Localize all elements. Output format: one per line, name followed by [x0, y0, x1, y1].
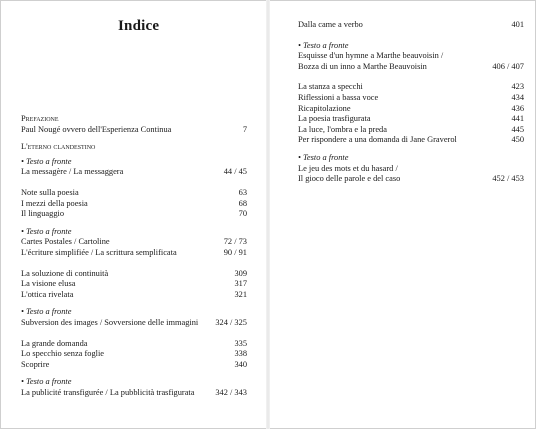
- toc-entry[interactable]: Lo specchio senza foglie 338: [21, 349, 247, 359]
- right-toc: [298, 20, 524, 185]
- index-title: Indice: [118, 18, 160, 34]
- toc-entry[interactable]: Esquisse d'un hymne a Marthe beauvoisin /: [298, 51, 444, 61]
- toc-entry[interactable]: La grande domanda 335: [21, 338, 247, 348]
- toc-entry[interactable]: La messagère / La messaggera 44 / 45: [21, 167, 247, 177]
- toc-entry[interactable]: L'ottica rivelata 321: [21, 289, 247, 299]
- facing-text-label: • Testo a fronte: [21, 377, 72, 387]
- toc-entry[interactable]: Note sulla poesia 63: [21, 187, 247, 197]
- facing-text-label: • Testo a fronte: [298, 40, 349, 50]
- toc-entry[interactable]: Cartes Postales / Cartoline 72 / 73: [21, 237, 247, 247]
- right-page: [268, 0, 536, 429]
- facing-text-label: • Testo a fronte: [21, 226, 72, 236]
- toc-entry[interactable]: La poesia trasfigurata 441: [298, 114, 524, 124]
- toc-entry[interactable]: La soluzione di continuità 309: [21, 268, 247, 278]
- toc-entry[interactable]: La publicité transfigurée / La pubblicità trasfigurata 342 / 343: [21, 387, 247, 397]
- toc-entry[interactable]: La luce, l'ombra e la preda 445: [298, 124, 524, 134]
- toc-entry[interactable]: La visione elusa 317: [21, 279, 247, 289]
- toc-entry[interactable]: Scoprire 340: [21, 359, 247, 369]
- toc-entry[interactable]: L'écriture simplifiée / La scrittura semplificata 90 / 91: [21, 247, 247, 257]
- toc-entry[interactable]: Le jeu des mots et du hasard /: [298, 163, 398, 173]
- toc-entry[interactable]: Subversion des images / Sovversione delle immagini 324 / 325: [21, 317, 247, 327]
- facing-text-label: • Testo a fronte: [298, 152, 349, 162]
- toc-entry[interactable]: Il linguaggio 70: [21, 209, 247, 219]
- toc-entry[interactable]: Paul Nougé ovvero dell'Esperienza Continua 7: [21, 124, 247, 134]
- facing-text-label: • Testo a fronte: [21, 156, 72, 166]
- toc-entry[interactable]: I mezzi della poesia 68: [21, 198, 247, 208]
- toc-entry[interactable]: Per rispondere a una domanda di Jane Graverol 450: [298, 135, 524, 145]
- preface-label: Prefazione: [21, 114, 59, 123]
- left-toc: [21, 114, 247, 398]
- facing-text-label: • Testo a fronte: [21, 307, 72, 317]
- toc-entry[interactable]: Ricapitolazione 436: [298, 103, 524, 113]
- toc-entry[interactable]: Riflessioni a bassa voce 434: [298, 92, 524, 102]
- section-heading: L'eterno clandestino: [21, 142, 96, 152]
- toc-entry[interactable]: Dalla came a verbo 401: [298, 20, 524, 29]
- toc-entry[interactable]: Bozza di un inno a Marthe Beauvoisin 406 / 407: [298, 61, 524, 71]
- toc-entry[interactable]: La stanza a specchi 423: [298, 82, 524, 92]
- toc-entry[interactable]: Il gioco delle parole e del caso 452 / 453: [298, 174, 524, 184]
